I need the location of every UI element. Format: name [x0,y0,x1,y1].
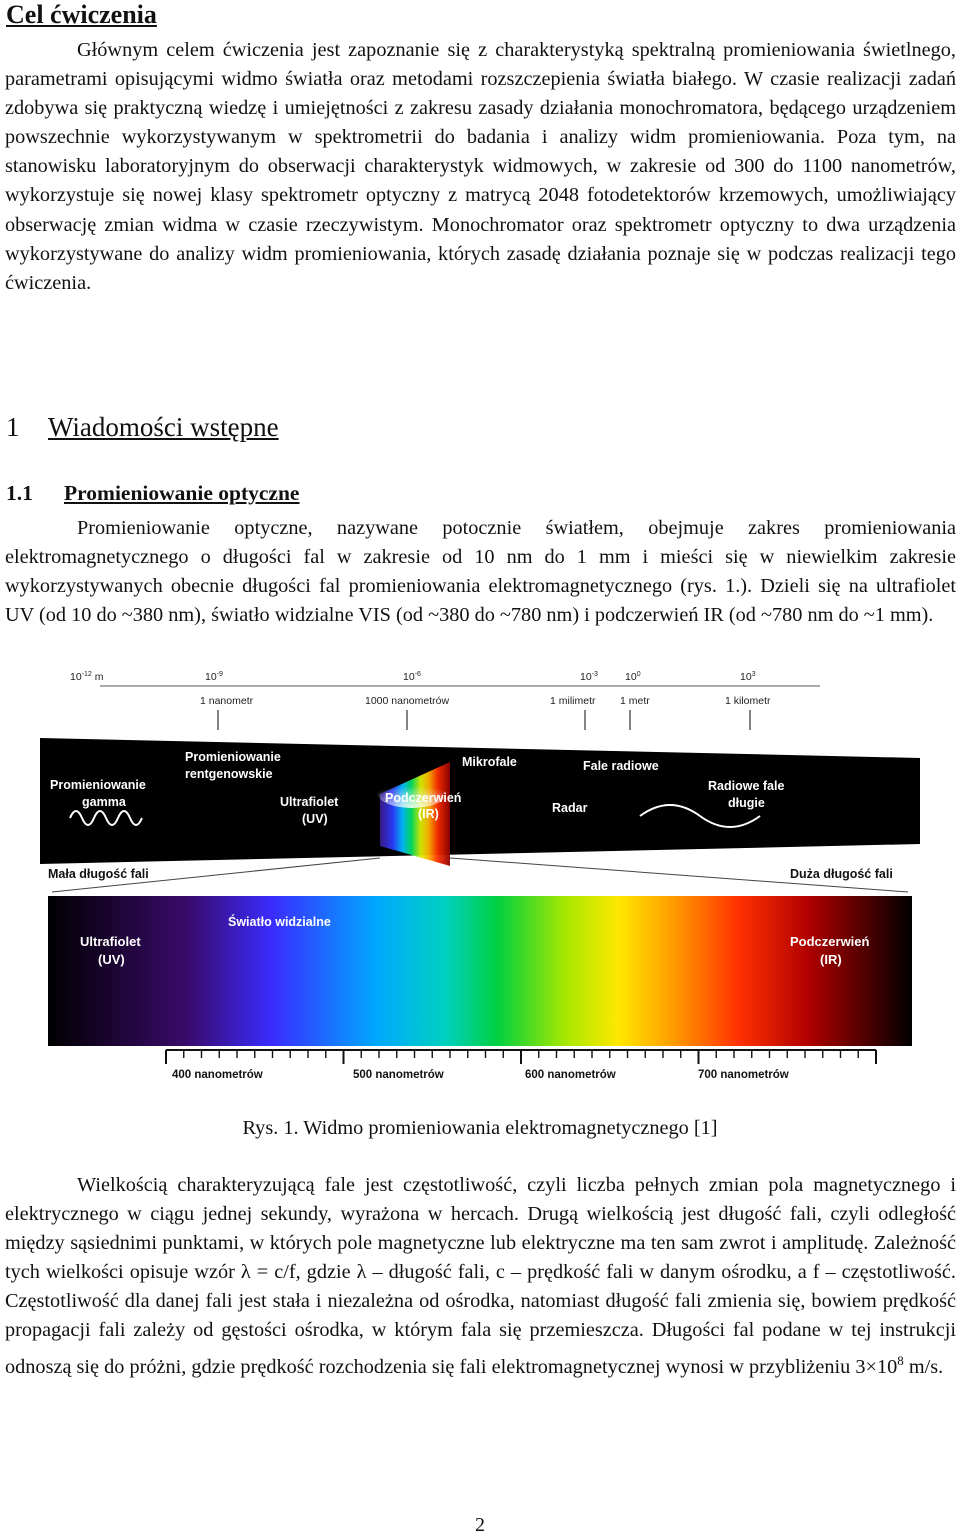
subsection-heading-1-1 [6,479,299,507]
label-uv: Ultrafiolet (UV) [280,795,339,826]
label-xray: Promieniowanie rentgenowskie [185,750,281,781]
figure-caption: Rys. 1. Widmo promieniowania elektromagnetycznego [1] [242,1117,718,1139]
label-lower-uv: Ultrafiolet (UV) [80,934,141,967]
label-long-radio: Radiowe fale długie [708,779,785,810]
speed-unit: m/s. [903,1355,944,1378]
speed-exponent: 8 [897,1352,904,1368]
nm-ruler [166,1050,876,1064]
spectrum-band [40,738,920,866]
visible-gradient [48,896,912,1046]
section-number: 1 [6,412,20,442]
subsection-title: Promieniowanie optyczne [64,481,300,505]
top-scale [70,671,820,730]
nm-label: 600 nanometrów [525,1069,616,1081]
scale-power-label: $10^0$ [625,671,641,683]
label-ir: Podczerwień (IR) [385,791,462,821]
nm-label: 400 nanometrów [172,1069,263,1081]
scale-name-label: 1 metr [620,695,650,707]
em-spectrum-figure [40,666,920,1092]
subsection-number: 1.1 [6,481,33,505]
paragraph-czestotliwosc-text: Wielkością charakteryzującą fale jest częstotliwość, czyli liczba pełnych zmian pola magnetycznego i elektrycznego w ciągu jednej sekundy, wyrażona w hercach. Drugą wielkością jest długość fali, czyli odległość między sąsiednimi punktami, w których pole magnetyczne lub elektryczne ma ten sam zwrot i amplitudę. Zależność tych wielkości opisuje wzór λ = c/f, gdzie λ – długość fali, c – prędkość fali w danym ośrodku, a f – częstotliwość. Częstotliwość dla danej fali jest stała i niezależna od ośrodka, natomiast długość fali zmienia się, bowiem prędkość propagacji fali zależy od gęstości ośrodka, w którym fala się przemieszcza. Długości fal podane w tej instrukcji odnoszą się do próżni, gdzie prędkość rozchodzenia się fali elektromagnetycznej wynosi w przybliżeniu 3×10 [5,1174,956,1378]
scale-power-label: $10^{-3}$ [580,671,598,683]
paragraph-promieniowanie: Promieniowanie optyczne, nazywane potocznie światłem, obejmuje zakres promieniowania elektromagnetycznego o długości fal w zakresie od 10 nm do 1 mm i mieści się w niewielkim zakresie wykorzystywanych obecnie długości fal promieniowania elektromagnetycznego (rys. 1.). Dzieli się na ultrafiolet UV (od 10 do ~380 nm), światło widzialne VIS (od ~380 do ~780 nm) i podczerwień IR (od ~780 nm do ~1 mm). [5,517,956,627]
label-gamma: Promieniowanie gamma [50,778,146,809]
label-micro: Mikrofale [462,755,517,769]
nm-label: 500 nanometrów [353,1069,444,1081]
long-wavelength-label: Duża długość fali [790,867,893,881]
page-number: 2 [475,1514,485,1536]
scale-name-label: 1 milimetr [550,695,596,707]
label-lower-ir: Podczerwień (IR) [790,934,870,967]
scale-power-label: $10^{-6}$ [403,671,421,683]
scale-name-label: 1 kilometr [725,695,771,707]
section-heading-1 [6,410,279,444]
heading-cel-cwiczenia: Cel ćwiczenia [6,0,157,29]
paragraph-cel: Głównym celem ćwiczenia jest zapoznanie się z charakterystyką spektralną promieniowania świetlnego, parametrami opisującymi widmo światła oraz metodami rozszczepienia światła białego. W czasie realizacji zadań zdobywa się praktyczną wiedzę i umiejętności z zakresu zasady działania monochromatora, będącego urządzeniem powszechnie wykorzystywanym w spektrometrii do badania i analizy widm promieniowania. Poza tym, na stanowisku laboratoryjnym do obserwacji charakterystyk widmowych, w zakresie od 300 do 1100 nanometrów, wykorzystuje się nowej klasy spektrometr optyczny z matrycą 2048 fotodetektorów krzemowych, umożliwiający obserwację zmian widma w czasie rzeczywistym. Monochromator oraz spektrometr optyczny to dwa urządzenia wykorzystywane do analizy widm promieniowania, których zasadę działania poznaje się w podczas realizacji tego ćwiczenia. [5,39,956,294]
scale-power-label: $10^{-12}$ m [70,671,104,683]
visible-spectrum-band [48,896,912,1046]
scale-power-label: $10^3$ [740,671,756,683]
short-wavelength-label: Mała długość fali [48,867,149,881]
label-radar: Radar [552,801,588,815]
label-radio: Fale radiowe [583,759,659,773]
scale-name-label: 1 nanometr [200,695,254,707]
nm-label: 700 nanometrów [698,1069,789,1081]
section-title: Wiadomości wstępne [48,412,279,442]
scale-power-label: $10^{-9}$ [205,671,223,683]
label-visible: Światło widzialne [228,915,331,929]
paragraph-czestotliwosc [5,1171,956,1381]
scale-name-label: 1000 nanometrów [365,695,450,707]
